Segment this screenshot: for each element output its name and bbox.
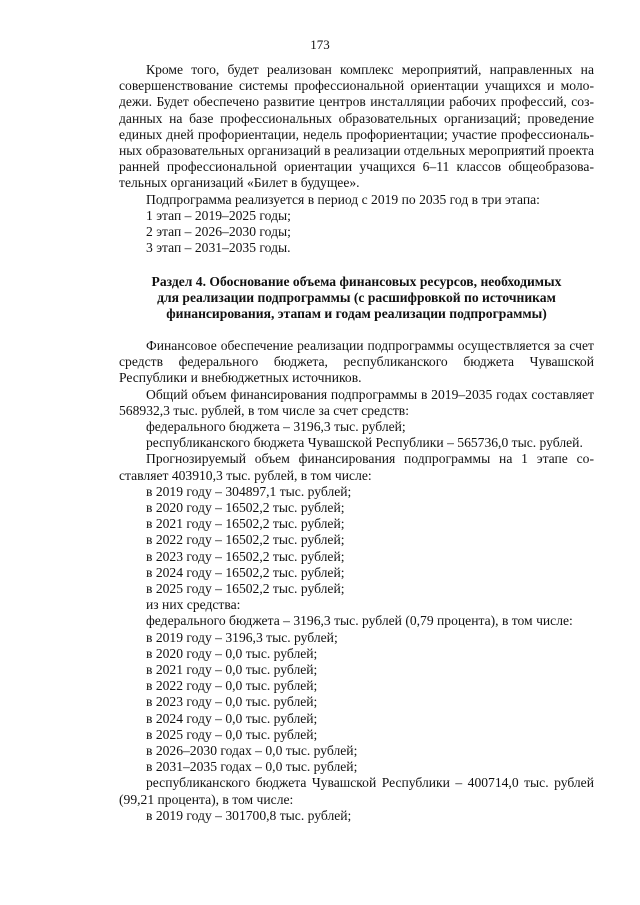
heading-line-3: финансирования, этапам и годам реализации подпрограммы)	[166, 306, 547, 322]
federal-year-line: в 2025 году – 0,0 тыс. рублей;	[146, 726, 318, 742]
stage1-year-line: в 2020 году – 16502,2 тыс. рублей;	[146, 500, 345, 516]
stage1-year-line: в 2021 году – 16502,2 тыс. рублей;	[146, 516, 345, 532]
republic-total-paragraph: республиканского бюджета Чувашской Республики – 565736,0 тыс. рублей.	[146, 435, 583, 451]
section-heading	[119, 274, 594, 323]
federal-total-line: федерального бюджета – 3196,3 тыс. рублей;	[146, 419, 406, 435]
federal-year-line: в 2023 году – 0,0 тыс. рублей;	[146, 694, 318, 710]
intro-paragraph: Кроме того, будет реализован комплекс мероприятий, направленных на совершенствование системы профессиональной ориентации учащихся и молодежи. Будет обеспечено развитие центров инсталляции рабочих профессий, созданных на базе профессиональных образовательных организаций; проведение единых дней профориентации, недель профориентации; участие профессиональных образовательных организаций в реализации отдельных мероприятий проекта ранней профессиональной ориентации учащихся 6–11 классов общеобразовательных организаций «Билет в будущее».	[119, 62, 595, 191]
stage-2-line: 2 этап – 2026–2030 годы;	[146, 224, 291, 240]
heading-line-2: для реализации подпрограммы (с расшифровкой по источникам	[157, 290, 556, 306]
federal-year-line: в 2021 году – 0,0 тыс. рублей;	[146, 662, 318, 678]
page-number: 173	[310, 37, 330, 52]
federal-year-line: в 2019 году – 3196,3 тыс. рублей;	[146, 629, 338, 645]
federal-stage1-line: федерального бюджета – 3196,3 тыс. рублей (0,79 процента), в том числе:	[146, 613, 573, 629]
republic-stage1-paragraph: республиканского бюджета Чувашской Республики – 400714,0 тыс. рублей (99,21 процента), в том числе:	[119, 775, 594, 807]
federal-year-line: в 2031–2035 годах – 0,0 тыс. рублей;	[146, 759, 358, 775]
federal-year-line: в 2026–2030 годах – 0,0 тыс. рублей;	[146, 743, 358, 759]
federal-year-line: в 2022 году – 0,0 тыс. рублей;	[146, 678, 318, 694]
republic-year-line: в 2019 году – 301700,8 тыс. рублей;	[146, 807, 352, 823]
stage-3-line: 3 этап – 2031–2035 годы.	[146, 240, 291, 256]
stage1-forecast-paragraph: Прогнозируемый объем финансирования подпрограммы на 1 этапе составляет 403910,3 тыс. рублей, в том числе:	[119, 451, 594, 483]
finance-paragraph-2: Общий объем финансирования подпрограммы в 2019–2035 годах составляет 568932,3 тыс. рублей, в том числе за счет средств:	[119, 386, 594, 418]
heading-line-1: Раздел 4. Обоснование объема финансовых ресурсов, необходимых	[151, 274, 562, 289]
stage1-year-line: в 2025 году – 16502,2 тыс. рублей;	[146, 581, 345, 597]
federal-year-line: в 2024 году – 0,0 тыс. рублей;	[146, 710, 318, 726]
stage-1-line: 1 этап – 2019–2025 годы;	[146, 207, 291, 223]
stage1-year-line: в 2024 году – 16502,2 тыс. рублей;	[146, 564, 345, 580]
period-line: Подпрограмма реализуется в период с 2019 по 2035 год в три этапа:	[146, 191, 540, 207]
stage1-year-line: в 2023 году – 16502,2 тыс. рублей;	[146, 548, 345, 564]
stage1-year-line: в 2022 году – 16502,2 тыс. рублей;	[146, 532, 345, 548]
federal-year-line: в 2020 году – 0,0 тыс. рублей;	[146, 645, 318, 661]
finance-section	[119, 338, 594, 824]
finance-paragraph-1: Финансовое обеспечение реализации подпрограммы осуществляется за счет средств федерального бюджета, республиканского бюджета Чувашской Республики и внебюджетных источников.	[119, 338, 594, 386]
stage1-year-line: в 2019 году – 304897,1 тыс. рублей;	[146, 483, 352, 499]
intro-section	[119, 62, 594, 256]
of-which-line: из них средства:	[146, 597, 241, 613]
